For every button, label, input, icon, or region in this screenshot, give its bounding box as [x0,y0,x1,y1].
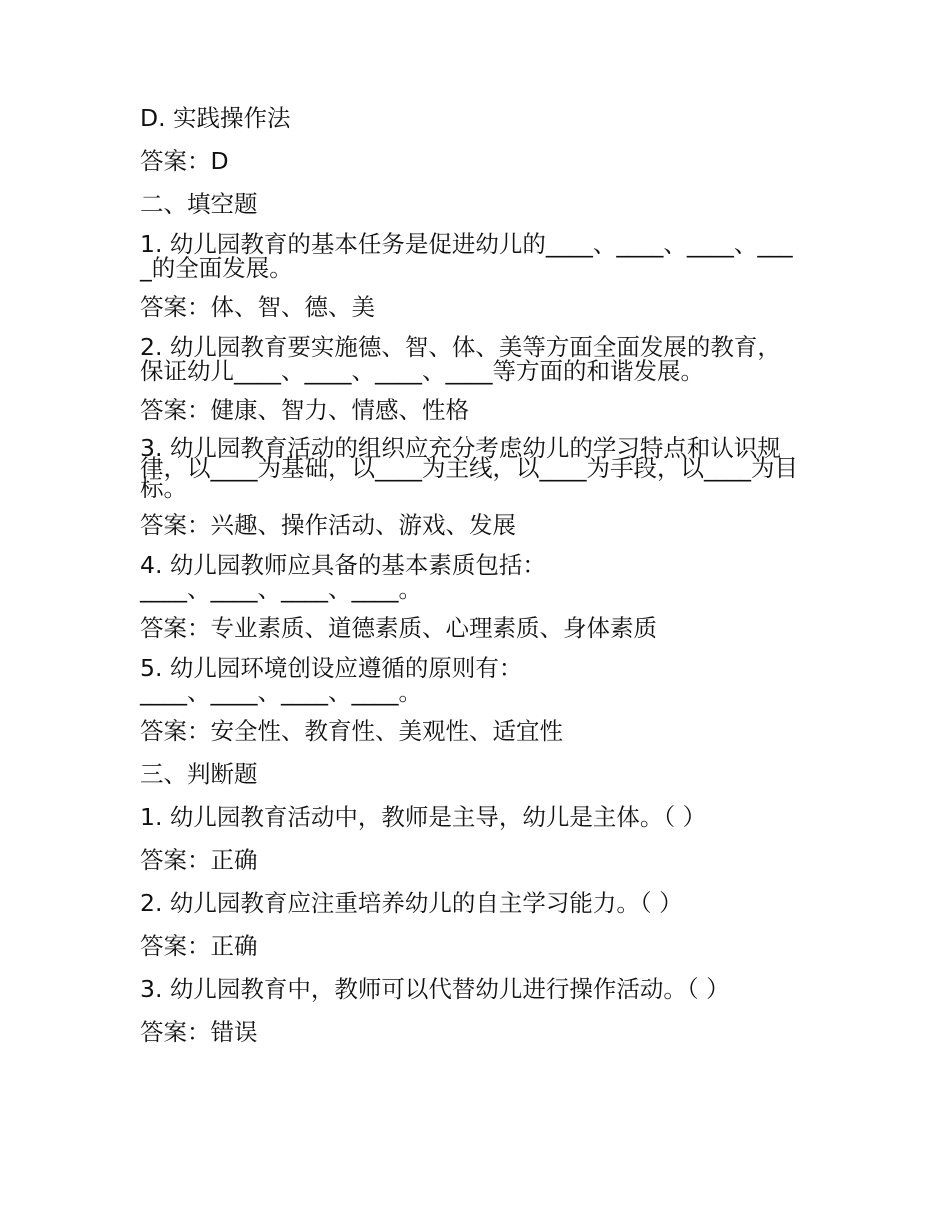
fill-answer-5: 答案：安全性、教育性、美观性、适宜性 [140,717,563,745]
fill-question-1: 1. 幼儿园教育的基本任务是促进幼儿的____、____、____、____的全面发展。 [140,230,793,282]
fill-answer-4: 答案：专业素质、道德素质、心理素质、身体素质 [140,614,657,642]
judge-question-3: 3. 幼儿园教育中，教师可以代替幼儿进行操作活动。（ ） [140,975,730,1003]
fill-answer-3: 答案：兴趣、操作活动、游戏、发展 [140,511,516,539]
judge-question-1: 1. 幼儿园教育活动中，教师是主导，幼儿是主体。（ ） [140,803,707,831]
option-d: D. 实践操作法 [140,104,291,132]
judge-answer-3: 答案：错误 [140,1018,258,1046]
fill-question-2: 2. 幼儿园教育要实施德、智、体、美等方面全面发展的教育，保证幼儿____、____、____、____等方面的和谐发展。 [140,333,781,385]
judge-answer-2: 答案：正确 [140,932,258,960]
judge-question-2: 2. 幼儿园教育应注重培养幼儿的自主学习能力。（ ） [140,889,683,917]
fill-question-5: 5. 幼儿园环境创设应遵循的原则有： ____、____、____、____。 [140,654,523,706]
document-page [140,103,800,1060]
answer-mc: 答案：D [140,147,229,175]
judge-answer-1: 答案：正确 [140,846,258,874]
fill-answer-1: 答案：体、智、德、美 [140,293,375,321]
section-heading-fill-in: 二、填空题 [140,190,258,218]
fill-question-4: 4. 幼儿园教师应具备的基本素质包括： ____、____、____、____。 [140,551,546,603]
fill-answer-2: 答案：健康、智力、情感、性格 [140,396,469,424]
section-heading-true-false: 三、判断题 [140,760,258,788]
fill-question-3: 3. 幼儿园教育活动的组织应充分考虑幼儿的学习特点和认识规律，以____为基础，以____为主线，以____为手段，以____为目标。 [140,434,798,502]
